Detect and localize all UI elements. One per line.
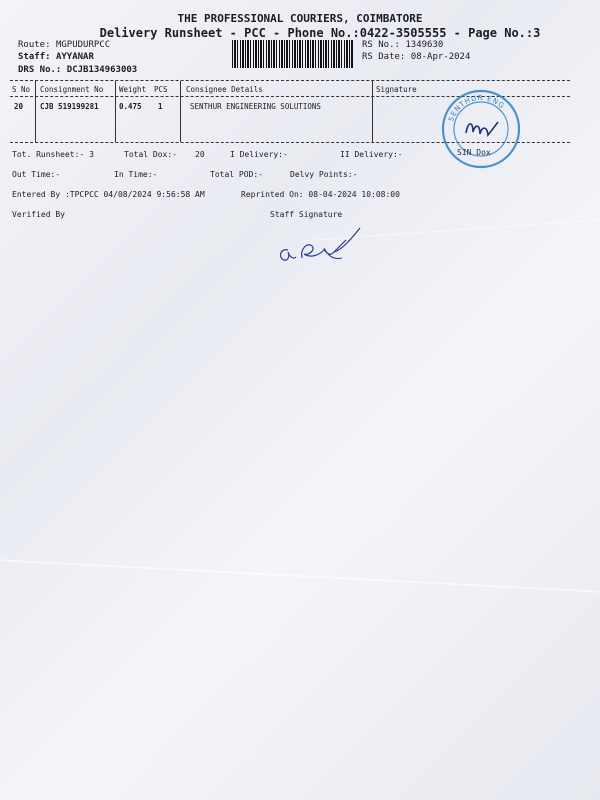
drs-line [18, 65, 137, 75]
rs-date-value: 08-Apr-2024 [410, 52, 471, 62]
route-line [18, 40, 110, 50]
barcode [232, 40, 354, 68]
staff-label: Staff: [18, 52, 51, 62]
reprinted-on: Reprinted On: 08-04-2024 10:08:00 [241, 190, 400, 199]
verified-by-label: Verified By [12, 210, 65, 219]
staff-value: AYYANAR [55, 52, 94, 62]
row-consignee: SENTHUR ENGINEERING SOLUTIONS [190, 102, 321, 111]
route-label: Route: [18, 40, 51, 50]
rs-date-label: RS Date: [362, 52, 406, 62]
table-divider [35, 81, 36, 142]
stamp-top-text: SENTHUR ENG [447, 93, 507, 123]
row-consignment: CJB 519199281 [40, 102, 99, 111]
total-runsheet: Tot. Runsheet:- 3 [12, 150, 94, 159]
rs-no-value: 1349630 [405, 40, 444, 50]
staff-line [18, 52, 94, 62]
route-value: MGPUDURPCC [55, 40, 111, 50]
row-weight: 0.475 [119, 102, 142, 111]
column-header-signature: Signature [376, 85, 417, 94]
table-top-rule [10, 80, 570, 81]
staff-signature-mark [272, 224, 372, 268]
total-dox-label: Total Dox:- [124, 150, 177, 159]
column-header-consignment: Consignment No [40, 85, 104, 94]
in-time: In Time:- [114, 170, 158, 179]
entered-by: Entered By :TPCPCC 04/08/2024 9:56:58 AM [12, 190, 205, 199]
drs-label: DRS No.: [18, 65, 62, 75]
document-subtitle: Delivery Runsheet - PCC - Phone No.:0422-3505555 - Page No.:3 [99, 26, 541, 40]
rs-no-label: RS No.: [362, 40, 400, 50]
stamp-bottom-text: SIN Dox [457, 148, 491, 157]
column-header-sno: S No [12, 85, 31, 94]
out-time: Out Time:- [12, 170, 61, 179]
row-sno: 20 [14, 102, 24, 111]
rs-no-line [362, 40, 443, 50]
table-divider [115, 81, 116, 142]
i-delivery: I Delivery:- [230, 150, 288, 159]
staff-signature-label: Staff Signature [270, 210, 343, 219]
ii-delivery: II Delivery:- [340, 150, 403, 159]
total-dox-value: 20 [195, 150, 205, 159]
total-pod: Total POD:- [210, 170, 263, 179]
document-title: THE PROFESSIONAL COURIERS, COIMBATORE [177, 12, 423, 25]
rs-date-line [362, 52, 470, 62]
row-pcs: 1 [158, 102, 163, 111]
column-header-pcs: PCS [154, 85, 168, 94]
table-divider [372, 81, 373, 142]
drs-value: DCJB134963003 [66, 65, 138, 75]
column-header-consignee: Consignee Details [186, 85, 263, 94]
column-header-weight: Weight [119, 85, 147, 94]
company-stamp [440, 88, 522, 170]
table-divider [180, 81, 181, 142]
delvy-points: Delvy Points:- [290, 170, 358, 179]
